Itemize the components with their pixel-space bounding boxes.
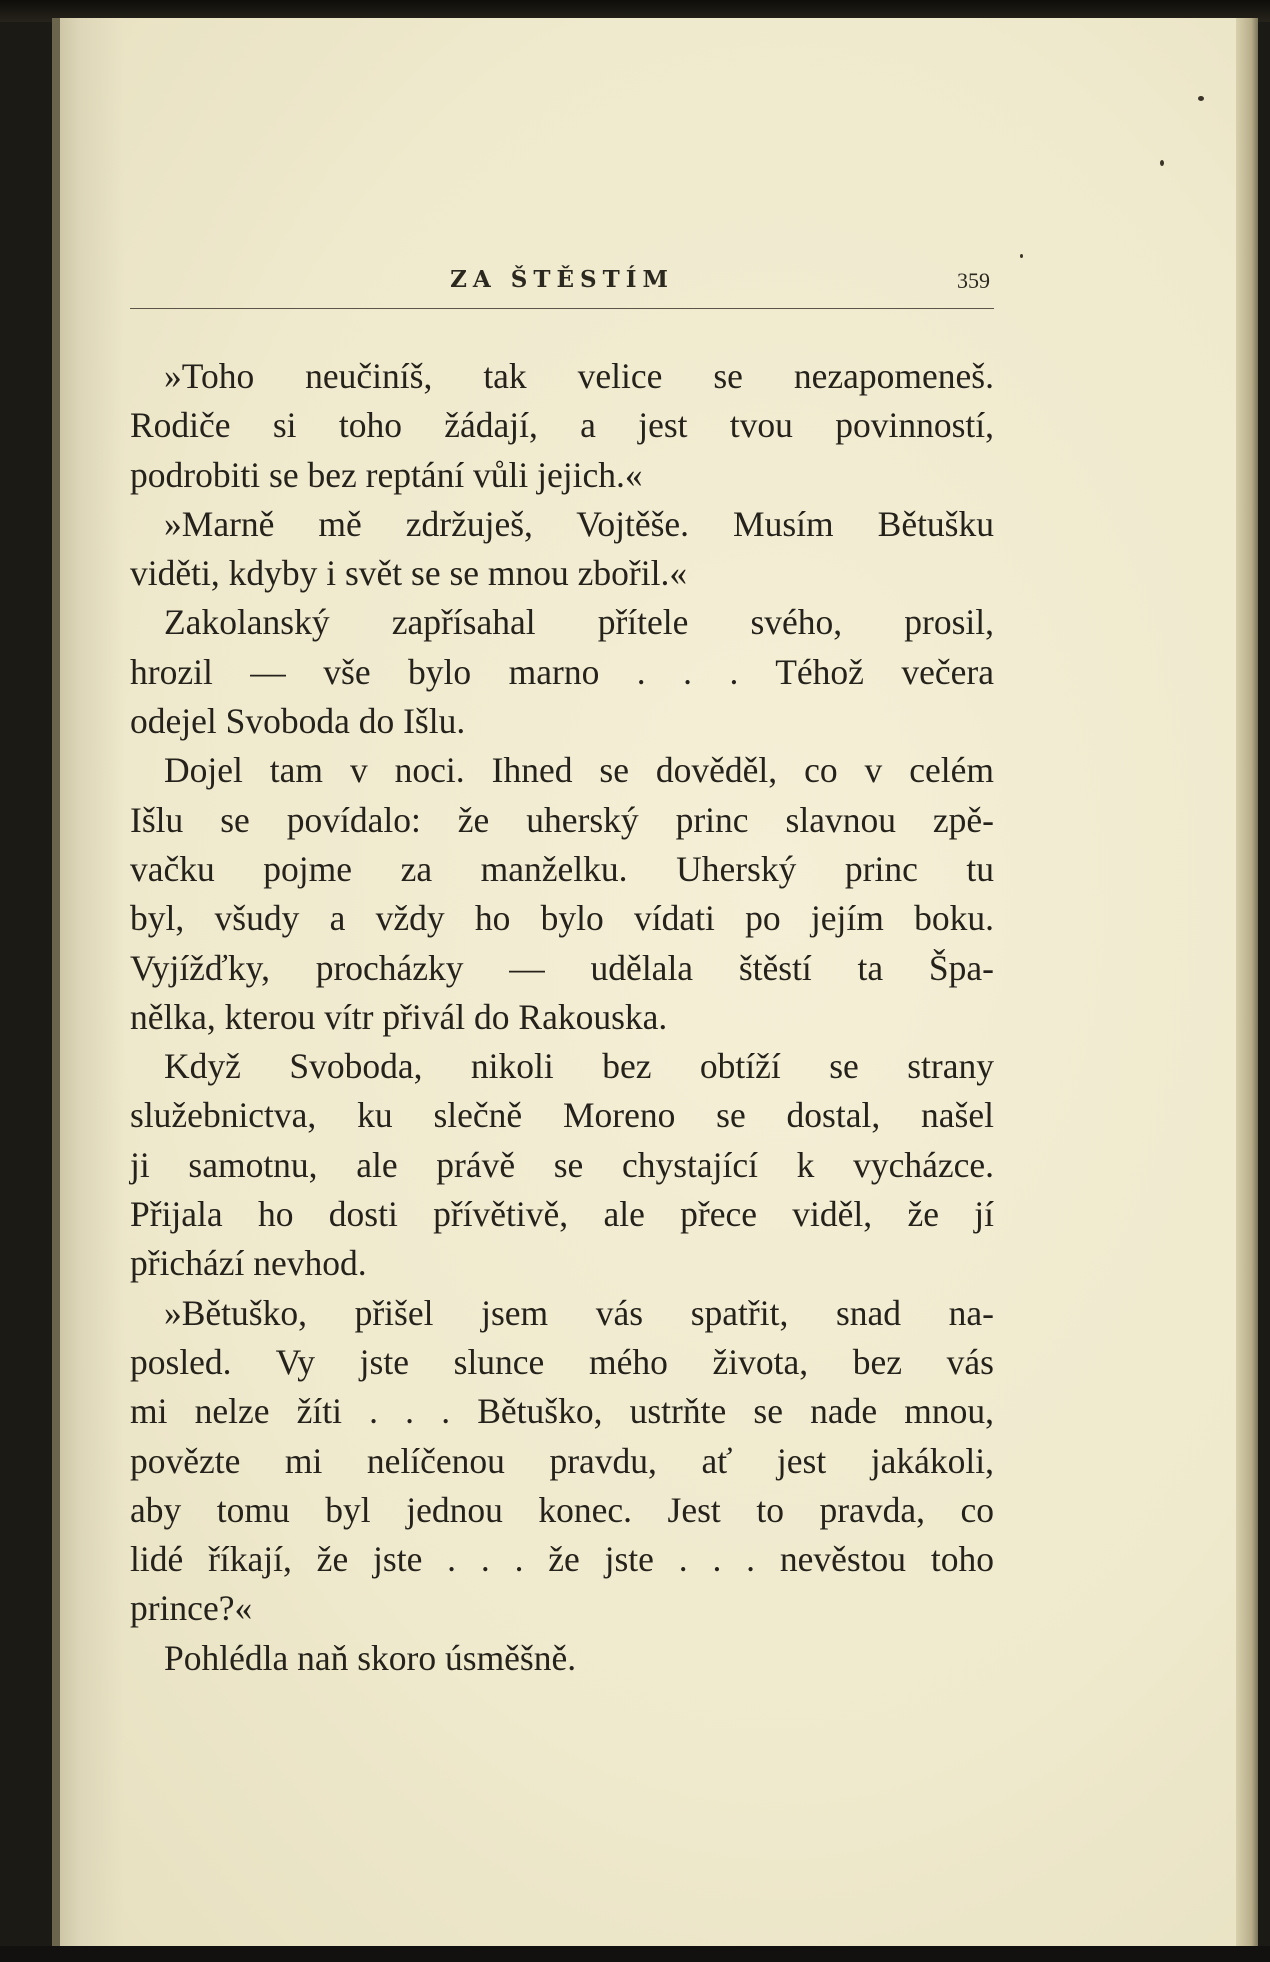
text-line: aby tomu byl jednou konec. Jest to pravda, co [130,1489,994,1530]
body-text [130,352,994,1683]
text-line: ji samotnu, ale právě se chystající k vycházce. [130,1144,994,1185]
text-line: byl, všudy a vždy ho bylo vídati po jejím boku. [130,898,994,939]
text-line: Když Svoboda, nikoli bez obtíží se strany [164,1046,994,1087]
text-line: viděti, kdyby i svět se se mnou zbořil.« [130,553,688,594]
text-line: přichází nevhod. [130,1243,367,1284]
text-line: odejel Svoboda do Išlu. [130,701,466,742]
text-line: prince?« [130,1588,253,1629]
text-line: Dojel tam v noci. Ihned se dověděl, co v celém [164,750,994,791]
text-line: podrobiti se bez reptání vůli jejich.« [130,454,643,495]
text-line: nělka, kterou vítr přivál do Rakouska. [130,996,668,1037]
text-line: Pohlédla naň skoro úsměšně. [164,1637,577,1678]
text-line: Išlu se povídalo: že uherský princ slavnou zpě- [130,799,994,840]
running-header [130,262,994,309]
scan-bottom-edge [0,1946,1270,1962]
page-number: 359 [957,268,990,293]
text-line: mi nelze žíti . . . Bětuško, ustrňte se nade mnou, [130,1391,994,1432]
binding-gutter [52,18,124,1950]
text-line: »Toho neučiníš, tak velice se nezapomeneš. [164,356,994,396]
paper-speck [1198,96,1204,101]
text-line: Přijala ho dosti přívětivě, ale přece viděl, že jí [130,1194,994,1235]
spine-edge [52,18,60,1950]
text-line: Vyjížďky, procházky — udělala štěstí ta Špa- [130,947,994,988]
text-line: lidé říkají, že jste . . . že jste . . . nevěstou toho [130,1539,994,1580]
text-line: Rodiče si toho žádají, a jest tvou povinností, [130,405,994,446]
text-line: »Bětuško, přišel jsem vás spatřit, snad na- [164,1292,994,1333]
text-line: služebnictva, ku slečně Moreno se dostal, našel [130,1095,994,1136]
text-line: posled. Vy jste slunce mého života, bez vás [130,1341,994,1382]
text-line: »Marně mě zdržuješ, Vojtěše. Musím Bětušku [164,503,994,544]
text-line: povězte mi nelíčenou pravdu, ať jest jakákoli, [130,1440,994,1481]
text-line: vačku pojme za manželku. Uherský princ tu [130,848,994,889]
page-right-edge [1236,18,1258,1950]
running-title: ZA ŠTĚSTÍM [450,266,674,293]
paper-speck [1020,254,1023,258]
paper-speck [1160,160,1164,166]
text-line: Zakolanský zapřísahal přítele svého, prosil, [164,602,994,643]
text-line: hrozil — vše bylo marno . . . Téhož večera [130,651,994,692]
